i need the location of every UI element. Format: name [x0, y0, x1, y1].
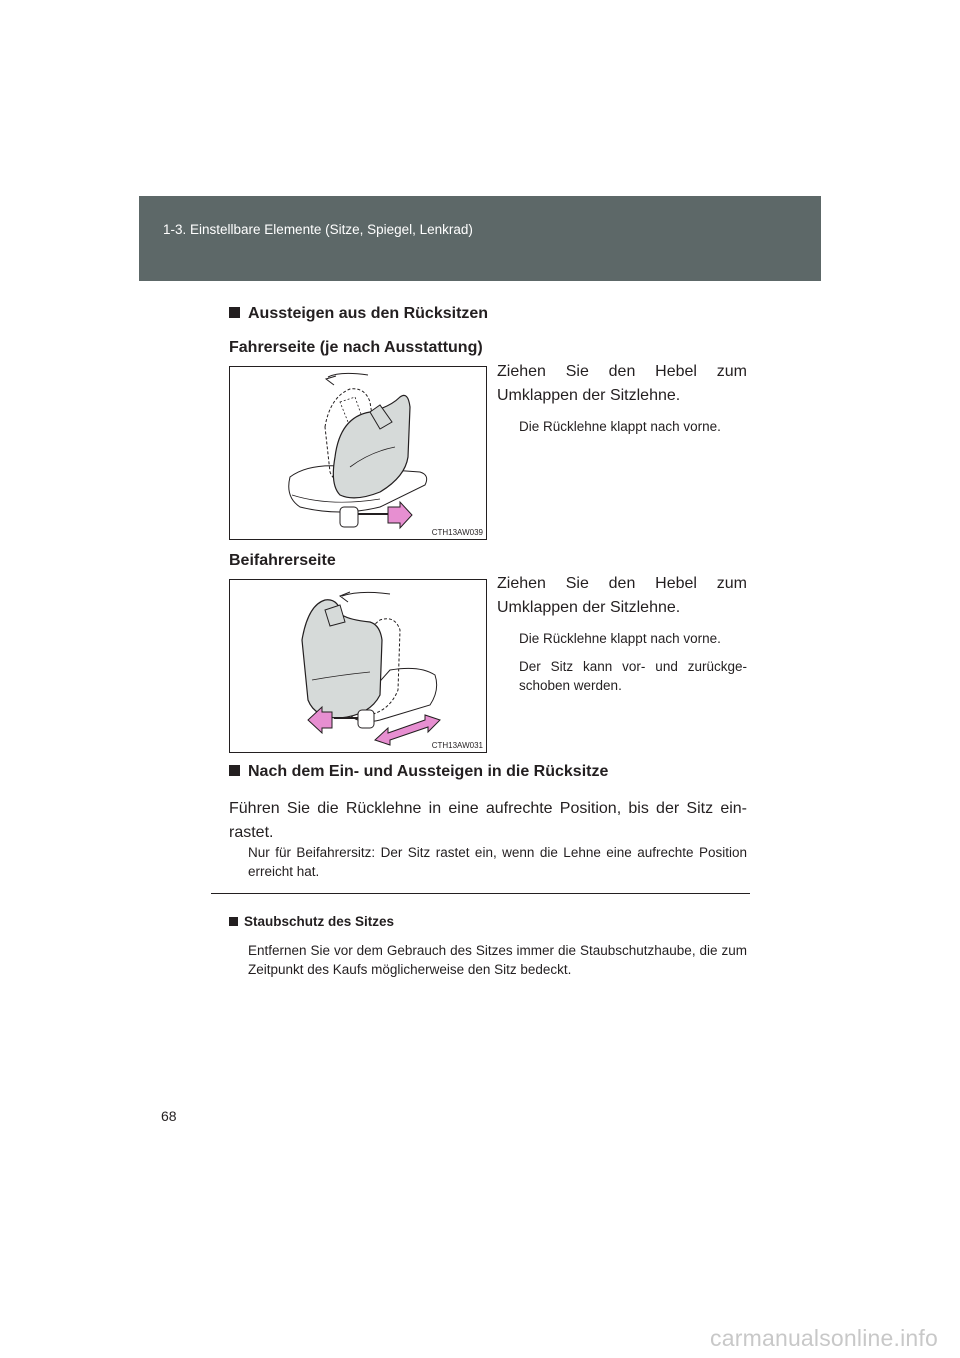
section2-note: Nur für Beifahrersitz: Der Sitz rastet ein, wenn die Lehne eine aufrechte Position erreicht hat. — [248, 845, 747, 879]
passenger-note-1: Die Rücklehne klappt nach vorne. — [519, 631, 721, 646]
driver-instruction: Ziehen Sie den Hebel zum Umklappen der Sitzlehne. — [497, 363, 747, 404]
seat-fold-illustration-passenger — [230, 580, 486, 752]
section-heading-text: Aussteigen aus den Rücksitzen — [248, 305, 489, 322]
square-bullet-icon — [229, 765, 240, 776]
divider-line — [211, 893, 750, 894]
passenger-note-2: Der Sitz kann vor- und zurückge-schoben werden. — [519, 659, 747, 693]
figure-driver-seat — [229, 366, 487, 540]
section-heading-exit-rear — [229, 305, 488, 323]
watermark: carmanualsonline.info — [710, 1325, 938, 1351]
info-heading — [229, 914, 394, 929]
page-number: 68 — [161, 1108, 177, 1124]
seat-fold-illustration-driver — [230, 367, 486, 539]
driver-note: Die Rücklehne klappt nach vorne. — [519, 419, 721, 434]
passenger-side-label: Beifahrerseite — [229, 552, 336, 569]
square-bullet-icon — [229, 307, 240, 318]
section-heading-after-entry — [229, 763, 608, 781]
figure-code: CTH13AW039 — [431, 528, 483, 537]
driver-side-label: Fahrerseite (je nach Ausstattung) — [229, 339, 483, 356]
section-title: 1-3. Einstellbare Elemente (Sitze, Spiegel, Lenkrad) — [163, 222, 473, 237]
section-heading-text: Nach dem Ein- und Aussteigen in die Rücksitze — [248, 763, 609, 780]
figure-passenger-seat — [229, 579, 487, 753]
section2-body: Führen Sie die Rücklehne in eine aufrechte Position, bis der Sitz ein-rastet. — [229, 800, 747, 841]
square-bullet-icon — [229, 917, 238, 926]
section-header-bar — [139, 196, 821, 281]
passenger-instruction: Ziehen Sie den Hebel zum Umklappen der Sitzlehne. — [497, 575, 747, 616]
figure-code: CTH13AW031 — [431, 741, 483, 750]
info-body: Entfernen Sie vor dem Gebrauch des Sitzes immer die Staubschutzhaube, die zum Zeitpunkt des Kaufs möglicherweise den Sitz bedeckt. — [248, 943, 747, 977]
info-heading-text: Staubschutz des Sitzes — [244, 914, 395, 929]
